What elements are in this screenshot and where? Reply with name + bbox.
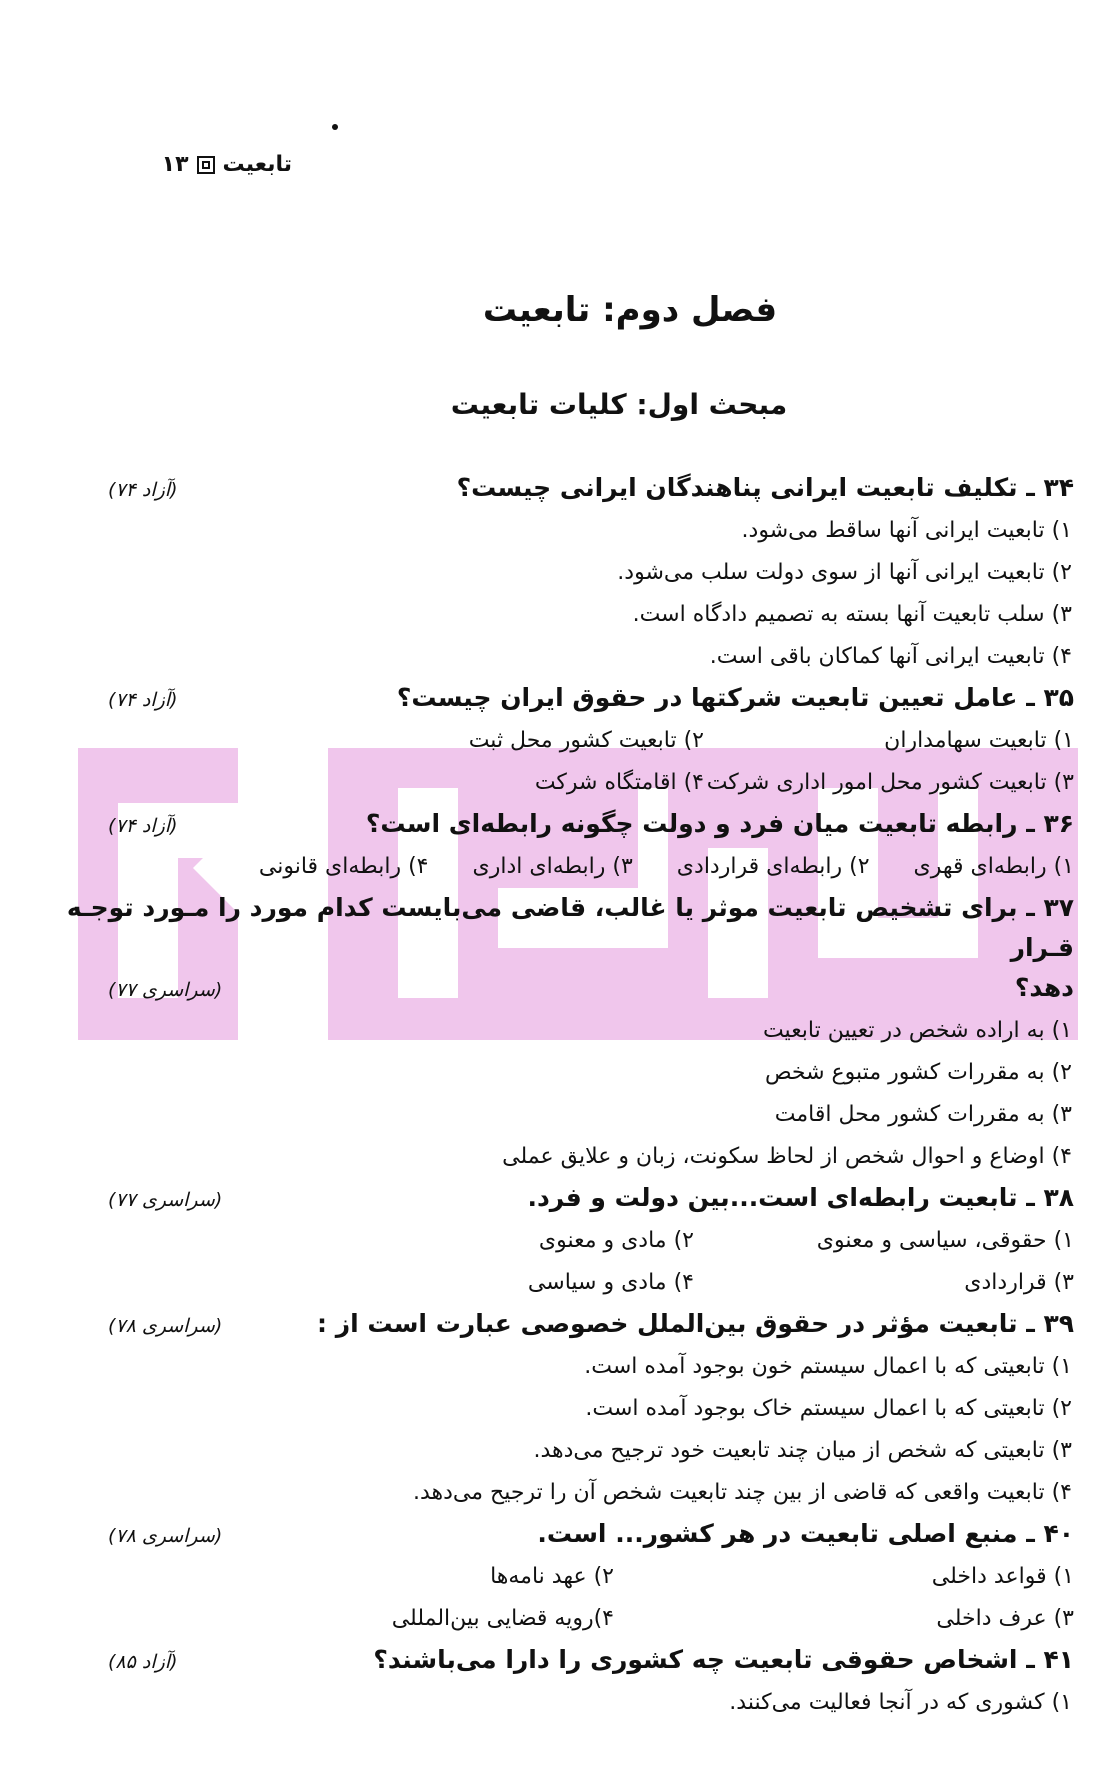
question-40 [24,1514,1074,1640]
question-stem: ۴۰ ـ منبع اصلی تابعیت در هر کشور... است. [537,1519,1074,1548]
question-source: (سراسری ۷۷) [108,979,223,1001]
option-3: ۳) رابطه‌ای اداری [472,854,633,879]
square-ornament-icon [197,156,215,174]
option-1: ۱) قواعد داخلی [931,1564,1074,1589]
option-3: ۳) سلب تابعیت آنها بسته به تصمیم دادگاه است. [632,602,1072,627]
option-2: ۲) تابعیت ایرانی آنها از سوی دولت سلب می‌شود. [617,560,1072,585]
option-4: ۴) اقامتگاه شرکت [534,770,704,795]
option-1: ۱) حقوقی، سیاسی و معنوی [816,1228,1074,1253]
question-38 [24,1178,1074,1304]
option-1: ۱) به اراده شخص در تعیین تابعیت [762,1018,1072,1043]
question-stem: ۴۱ ـ اشخاص حقوقی تابعیت چه کشوری را دارا می‌باشند؟ [373,1645,1074,1674]
question-stem: ۳۸ ـ تابعیت رابطه‌ای است...بین دولت و فرد. [527,1183,1074,1212]
option-2: ۲) مادی و معنوی [538,1228,694,1253]
question-37 [24,888,1074,1178]
option-2: ۲) تابعیت کشور محل ثبت [468,728,704,753]
question-stem: ۳۵ ـ عامل تعیین تابعیت شرکتها در حقوق ایران چیست؟ [396,683,1074,712]
option-4: ۴)رویه قضایی بین‌المللی [391,1606,614,1631]
option-1: ۱) کشوری که در آنجا فعالیت می‌کنند. [729,1690,1072,1715]
question-stem: ۳۶ ـ رابطه تابعیت میان فرد و دولت چگونه رابطه‌ای است؟ [365,809,1074,838]
option-4: ۴) مادی و سیاسی [527,1270,694,1295]
option-3: ۳) تابعیت کشور محل امور اداری شرکت [706,770,1074,795]
question-stem: ۳۴ ـ تکلیف تابعیت ایرانی پناهندگان ایرانی چیست؟ [456,473,1074,502]
question-source: (آزاد ۷۴) [108,815,178,837]
option-1: ۱) تابعیت ایرانی آنها ساقط می‌شود. [741,518,1072,543]
question-source: (آزاد ۷۴) [108,689,178,711]
question-39 [24,1304,1074,1514]
chapter-title: فصل دوم: تابعیت [482,290,778,330]
question-list [24,468,1074,1724]
header-title: تابعیت [222,152,292,177]
option-4: ۴) تابعیت ایرانی آنها کماکان باقی است. [709,644,1072,669]
section-title: مبحث اول: کلیات تابعیت [450,388,788,421]
question-34 [24,468,1074,678]
option-3: ۳) قراردادی [964,1270,1074,1295]
option-3: ۳) عرف داخلی [936,1606,1074,1631]
question-source: (سراسری ۷۸) [108,1525,223,1547]
running-header [162,152,292,177]
option-1: ۱) تابعیتی که با اعمال سیستم خون بوجود آمده است. [584,1354,1072,1379]
question-stem: ۳۷ ـ برای تشخیص تابعیت موثر یا غالب، قاضی می‌بایست کدام مورد را مـورد توجـه قـرار [66,893,1074,962]
page-number: ۱۳ [161,152,189,177]
option-4: ۴) رابطه‌ای قانونی [258,854,429,879]
question-36 [24,804,1074,888]
option-1: ۱) تابعیت سهامداران [884,728,1074,753]
option-3: ۳) به مقررات کشور محل اقامت [774,1102,1072,1127]
option-1: ۱) رابطه‌ای قهری [913,854,1074,879]
option-2: ۲) عهد نامه‌ها [490,1564,614,1589]
question-stem-continued: دهد؟ [1014,973,1074,1002]
ink-dot [332,124,338,130]
option-2: ۲) به مقررات کشور متبوع شخص [764,1060,1072,1085]
option-2: ۲) رابطه‌ای قراردادی [676,854,870,879]
option-4: ۴) تابعیت واقعی که قاضی از بین چند تابعیت شخص آن را ترجیح می‌دهد. [412,1480,1072,1505]
question-41 [24,1640,1074,1724]
question-source: (سراسری ۷۷) [108,1189,223,1211]
question-35 [24,678,1074,804]
question-source: (آزاد ۸۵) [108,1651,178,1673]
question-stem: ۳۹ ـ تابعیت مؤثر در حقوق بین‌الملل خصوصی عبارت است از : [317,1309,1074,1338]
option-4: ۴) اوضاع و احوال شخص از لحاظ سکونت، زبان و علایق عملی [502,1144,1072,1169]
option-3: ۳) تابعیتی که شخص از میان چند تابعیت خود ترجیح می‌دهد. [533,1438,1072,1463]
option-2: ۲) تابعیتی که با اعمال سیستم خاک بوجود آمده است. [585,1396,1072,1421]
question-source: (سراسری ۷۸) [108,1315,223,1337]
question-source: (آزاد ۷۴) [108,479,178,501]
